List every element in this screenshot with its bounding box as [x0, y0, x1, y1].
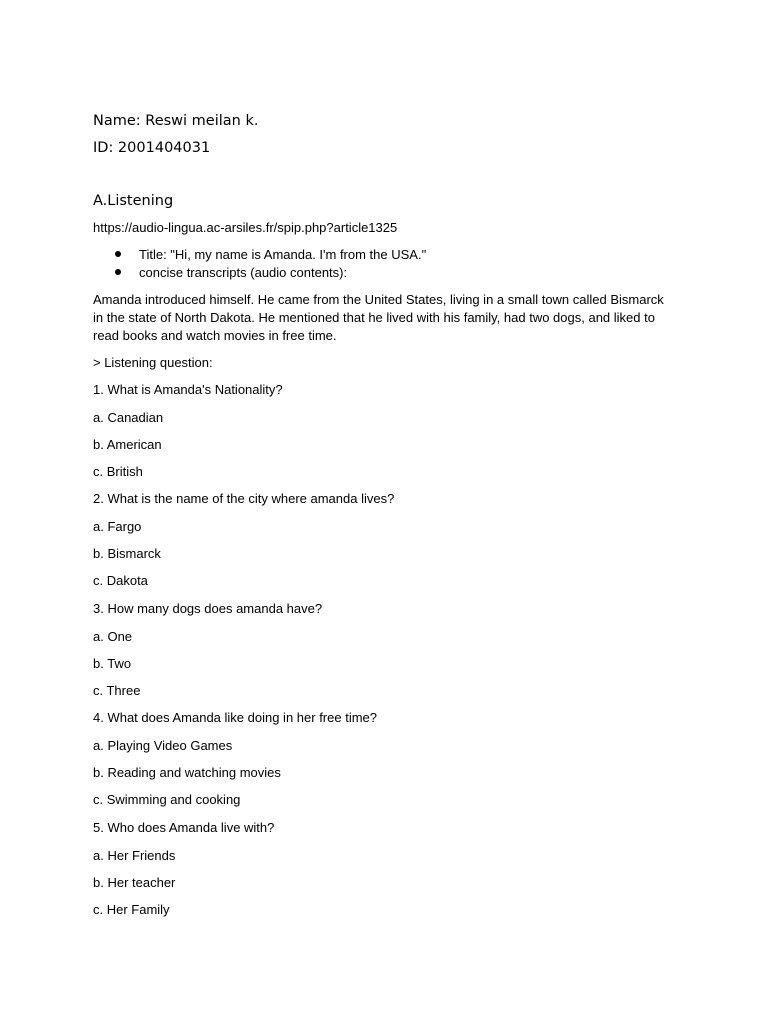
- answer-option: b. Two: [93, 656, 132, 671]
- bullet-dot-icon: [115, 251, 121, 257]
- student-name: Name: Reswi meilan k.: [93, 113, 259, 129]
- answer-option: a. Playing Video Games: [93, 738, 233, 753]
- summary-line: Amanda introduced himself. He came from the United States, living in a small town called Bismarck: [93, 292, 664, 307]
- student-id: ID: 2001404031: [93, 140, 211, 156]
- answer-option: a. One: [93, 629, 133, 644]
- answer-option: c. Dakota: [93, 573, 148, 588]
- question-text: 5. Who does Amanda live with?: [93, 820, 275, 835]
- summary-line: read books and watch movies in free time.: [93, 328, 337, 343]
- question-text: 4. What does Amanda like doing in her free time?: [93, 710, 377, 725]
- answer-option: c. Swimming and cooking: [93, 792, 241, 807]
- bullet-dot-icon: [115, 269, 121, 275]
- question-intro: > Listening question:: [93, 355, 213, 370]
- answer-option: b. Reading and watching movies: [93, 765, 281, 780]
- answer-option: b. Bismarck: [93, 546, 161, 561]
- question-text: 2. What is the name of the city where amanda lives?: [93, 491, 395, 506]
- answer-option: b. Her teacher: [93, 875, 176, 890]
- bullet-item: [115, 264, 426, 282]
- answer-option: b. American: [93, 437, 162, 452]
- summary-line: in the state of North Dakota. He mentioned that he lived with his family, had two dogs, and liked to: [93, 310, 655, 325]
- source-url: https://audio-lingua.ac-arsiles.fr/spip.php?article1325: [93, 220, 398, 235]
- bullet-list: [115, 246, 426, 282]
- answer-option: a. Canadian: [93, 410, 164, 425]
- transcript-summary: [93, 291, 677, 345]
- section-title: A.Listening: [93, 193, 174, 209]
- question-text: 3. How many dogs does amanda have?: [93, 601, 323, 616]
- question-text: 1. What is Amanda's Nationality?: [93, 382, 283, 397]
- bullet-item: [115, 246, 426, 264]
- answer-option: c. Three: [93, 683, 141, 698]
- answer-option: c. Her Family: [93, 902, 170, 917]
- answer-option: a. Fargo: [93, 519, 142, 534]
- answer-option: c. British: [93, 464, 143, 479]
- bullet-text: Title: "Hi, my name is Amanda. I'm from the USA.": [139, 247, 427, 262]
- bullet-text: concise transcripts (audio contents):: [139, 265, 348, 280]
- answer-option: a. Her Friends: [93, 848, 176, 863]
